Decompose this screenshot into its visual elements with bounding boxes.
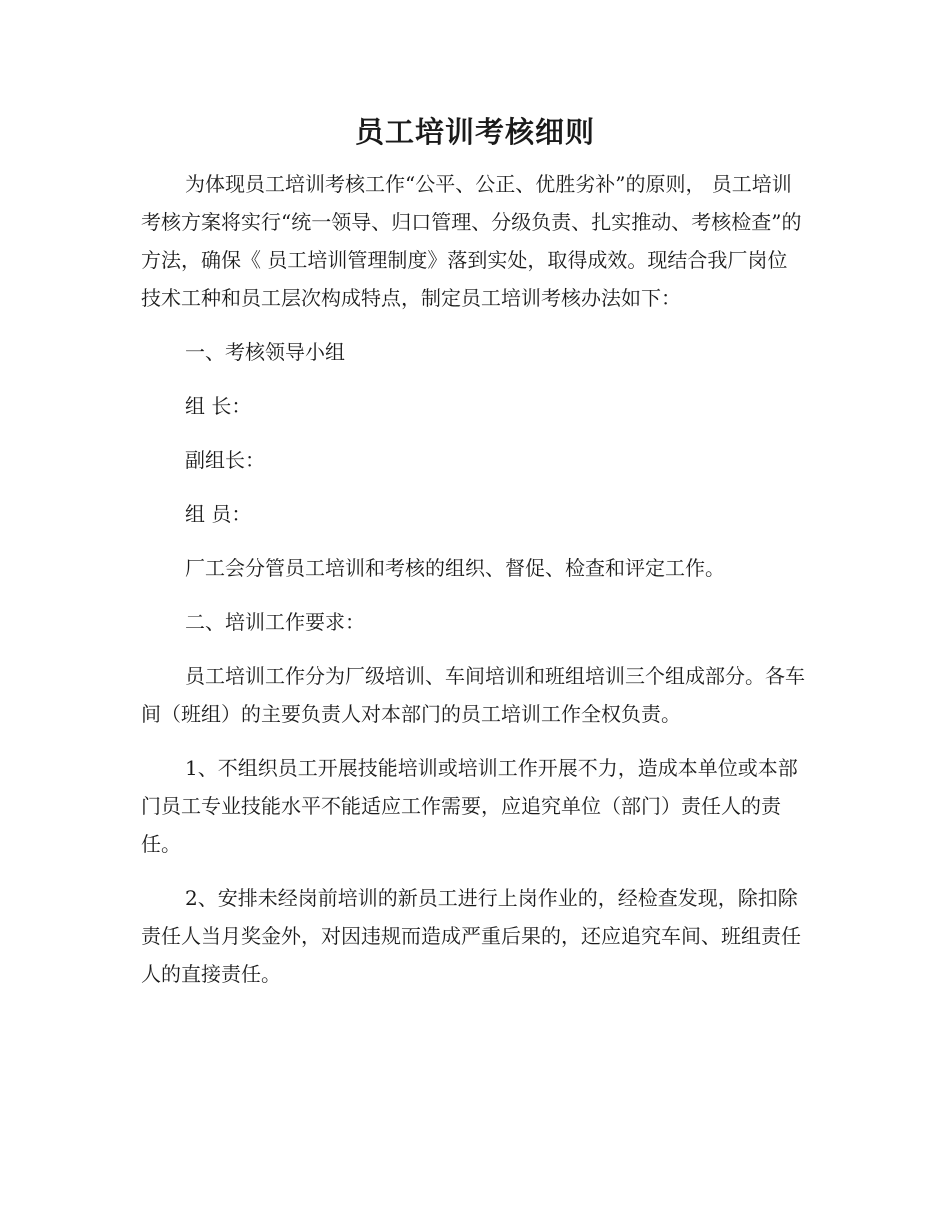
paragraph-union-duty: 厂工会分管员工培训和考核的组织、督促、检查和评定工作。 [185, 556, 725, 580]
heading-leadership-group: 一、考核领导小组 [185, 340, 345, 364]
deputy-leader-line: 副组长： [185, 448, 265, 472]
heading-training-requirements: 二、培训工作要求： [185, 610, 365, 634]
paragraph-intro: 为体现员工培训考核工作“公平、公正、优胜劣补”的原则， 员工培训考核方案将实行“统一领导、归口管理、分级负责、扎实推动、考核检查”的方法，确保《 员工培训管理制度》落到实处，取得成效。现结合我厂岗位技术工种和员工层次构成特点，制定员工培训考核办法如下： [141, 172, 802, 310]
leader-line: 组 长： [185, 394, 252, 418]
document-title: 员工培训考核细则 [354, 115, 595, 149]
document-body [141, 165, 805, 993]
paragraph-training-levels: 员工培训工作分为厂级培训、车间培训和班组培训三个组成部分。各车间（班组）的主要负责人对本部门的员工培训工作全权负责。 [141, 664, 805, 726]
paragraph-rule-1: 1、不组织员工开展技能培训或培训工作开展不力，造成本单位或本部门员工专业技能水平不能适应工作需要，应追究单位（部门）责任人的责任。 [141, 756, 798, 856]
paragraph-rule-2: 2、安排未经岗前培训的新员工进行上岗作业的，经检查发现，除扣除责任人当月奖金外，对因违规而造成严重后果的，还应追究车间、班组责任人的直接责任。 [141, 886, 801, 986]
member-line: 组 员： [185, 502, 252, 526]
